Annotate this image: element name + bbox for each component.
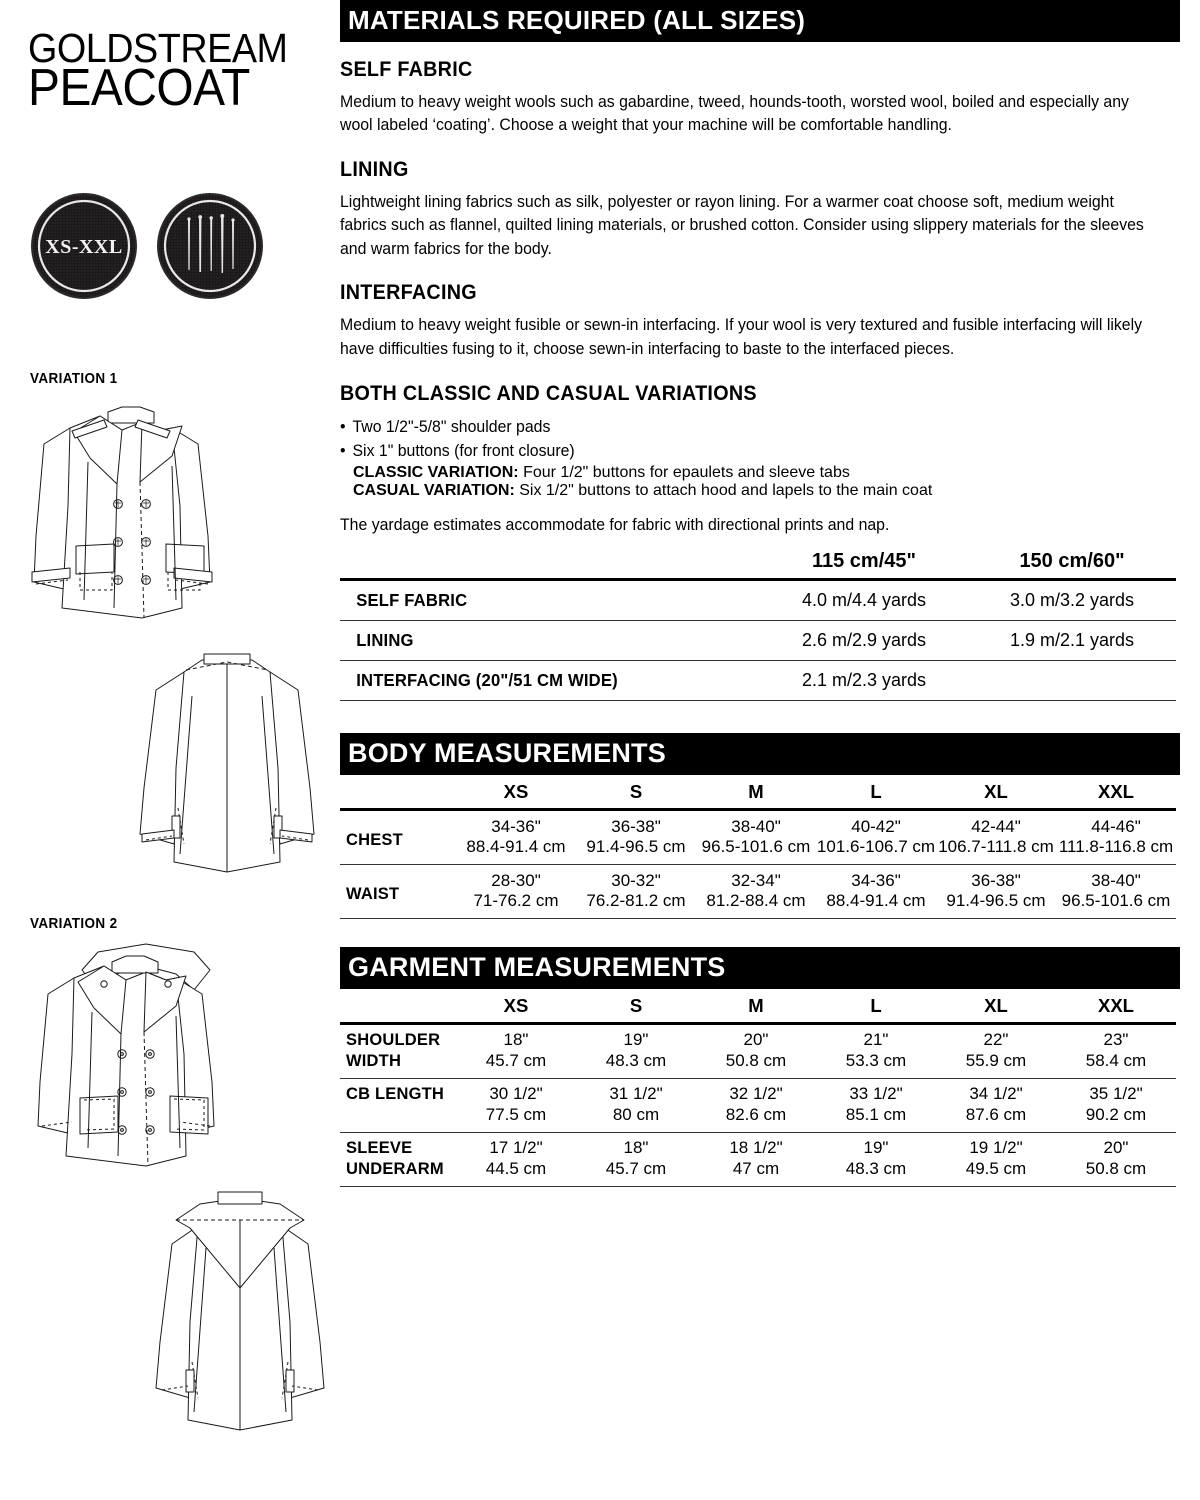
measurement-cell: 85.1 cm bbox=[845, 1105, 907, 1125]
measurement-cell: 47 cm bbox=[732, 1159, 780, 1179]
yardage-cell: 2.6 m/2.9 yards bbox=[801, 630, 927, 651]
classic-variation-text: Four 1/2" buttons for epaulets and sleeve tabs bbox=[518, 463, 850, 481]
yardage-cell: 1.9 m/2.1 yards bbox=[1009, 630, 1135, 651]
yardage-cell bbox=[968, 661, 1176, 701]
yardage-cell: 3.0 m/3.2 yards bbox=[1009, 590, 1135, 611]
variations-list bbox=[340, 416, 1146, 464]
measurement-cell: 28-30" bbox=[491, 871, 541, 891]
yardage-col-header: 115 cm/45" bbox=[811, 550, 916, 573]
measurement-cell: 82.6 cm bbox=[725, 1105, 787, 1125]
body-measurements-table bbox=[340, 775, 1176, 919]
size-header: XL bbox=[984, 995, 1008, 1017]
measurement-cell: 88.4-91.4 cm bbox=[826, 891, 926, 911]
table-row bbox=[340, 621, 1176, 661]
measurement-cell: 44-46" bbox=[1091, 817, 1141, 837]
page-title bbox=[28, 25, 328, 118]
yardage-cell: 4.0 m/4.4 yards bbox=[801, 590, 927, 611]
yardage-note: The yardage estimates accommodate for fabric with directional prints and nap. bbox=[340, 515, 890, 534]
measurement-cell: 33 1/2" bbox=[849, 1084, 903, 1104]
self-fabric-text: Medium to heavy weight wools such as gabardine, tweed, hounds-tooth, worsted wool, boiled and especially any wool labeled ‘coating’. Choose a weight that your machine will be comfortable handling. bbox=[340, 93, 1129, 135]
measurement-cell: 106.7-111.8 cm bbox=[938, 837, 1054, 857]
measurement-cell: 91.4-96.5 cm bbox=[586, 837, 686, 857]
measurement-cell: 50.8 cm bbox=[725, 1051, 787, 1071]
measurement-cell: 30-32" bbox=[611, 871, 661, 891]
measurement-cell: 32 1/2" bbox=[729, 1084, 783, 1104]
left-column bbox=[0, 0, 336, 1500]
variations-heading: BOTH CLASSIC AND CASUAL VARIATIONS bbox=[340, 381, 757, 405]
table-row bbox=[340, 865, 1176, 892]
size-header: XL bbox=[984, 781, 1008, 803]
size-range-badge bbox=[30, 192, 138, 300]
brand-name-line2: PEACOAT bbox=[28, 59, 250, 118]
measurement-cell: 42-44" bbox=[971, 817, 1021, 837]
measurement-cell: 34 1/2" bbox=[969, 1084, 1023, 1104]
table-row bbox=[340, 661, 1176, 701]
measurement-cell: 101.6-106.7 cm bbox=[816, 837, 936, 857]
garment-measurements-header: GARMENT MEASUREMENTS bbox=[340, 947, 1180, 989]
variation-1-front-illustration bbox=[22, 386, 262, 656]
classic-variation-line bbox=[340, 464, 1180, 482]
measurement-row-label: CB LENGTH bbox=[346, 1084, 445, 1103]
measurement-cell: 49.5 cm bbox=[965, 1159, 1027, 1179]
measurement-cell: 71-76.2 cm bbox=[473, 891, 559, 911]
measurement-cell: 55.9 cm bbox=[965, 1051, 1027, 1071]
size-header: XXL bbox=[1098, 781, 1134, 803]
table-row bbox=[340, 1159, 1176, 1187]
measurement-cell: 45.7 cm bbox=[605, 1159, 667, 1179]
measurement-cell: 34-36" bbox=[491, 817, 541, 837]
measurement-cell: 34-36" bbox=[851, 871, 901, 891]
measurement-cell: 30 1/2" bbox=[489, 1084, 543, 1104]
yardage-cell: 2.1 m/2.3 yards bbox=[801, 670, 927, 691]
lining-heading: LINING bbox=[340, 157, 409, 181]
yardage-row-label: INTERFACING (20"/51 CM WIDE) bbox=[356, 670, 618, 691]
size-header: XXL bbox=[1098, 995, 1134, 1017]
measurement-cell: 76.2-81.2 cm bbox=[586, 891, 686, 911]
table-row bbox=[340, 1079, 1176, 1106]
variation-2-back-illustration bbox=[140, 1188, 340, 1458]
variation-2-front-illustration bbox=[26, 930, 266, 1190]
measurement-cell: 111.8-116.8 cm bbox=[1058, 837, 1174, 857]
measurement-cell: 21" bbox=[863, 1030, 889, 1050]
garment-measurements-table bbox=[340, 989, 1176, 1187]
measurement-cell: 18 1/2" bbox=[729, 1138, 783, 1158]
measurement-row-label-2: UNDERARM bbox=[346, 1159, 444, 1178]
measurement-cell: 81.2-88.4 cm bbox=[706, 891, 806, 911]
size-header: M bbox=[748, 781, 764, 803]
measurement-cell: 17 1/2" bbox=[489, 1138, 543, 1158]
measurement-cell: 96.5-101.6 cm bbox=[1061, 891, 1171, 911]
measurement-cell: 31 1/2" bbox=[609, 1084, 663, 1104]
body-measurements-header: BODY MEASUREMENTS bbox=[340, 733, 1180, 775]
measurement-cell: 80 cm bbox=[612, 1105, 660, 1125]
size-header: M bbox=[748, 995, 764, 1017]
lining-text: Lightweight lining fabrics such as silk, polyester or rayon lining. For a warmer coat choose soft, medium weight fabrics such as flannel, quilted lining materials, or brushed cotton. Consider using slippery materials for the sleeves and warm fabrics for the body. bbox=[340, 192, 1144, 258]
casual-variation-line bbox=[340, 482, 1180, 500]
list-item: • Two 1/2"-5/8" shoulder pads bbox=[340, 416, 1146, 440]
variation-1-back-illustration bbox=[122, 648, 332, 898]
measurement-cell: 44.5 cm bbox=[485, 1159, 547, 1179]
measurement-cell: 40-42" bbox=[851, 817, 901, 837]
measurement-cell: 50.8 cm bbox=[1085, 1159, 1147, 1179]
table-row bbox=[340, 891, 1176, 919]
interfacing-text: Medium to heavy weight fusible or sewn-in interfacing. If your wool is very textured and fusible interfacing will likely have difficulties fusing to it, choose sewn-in interfacing to baste to the interfaced pieces. bbox=[340, 316, 1143, 358]
size-header: L bbox=[870, 995, 882, 1017]
yardage-row-label: LINING bbox=[356, 630, 414, 651]
measurement-cell: 48.3 cm bbox=[845, 1159, 907, 1179]
measurement-cell: 18" bbox=[623, 1138, 649, 1158]
measurement-cell: 18" bbox=[503, 1030, 529, 1050]
measurement-row-label: CHEST bbox=[346, 831, 403, 850]
casual-variation-text: Six 1/2" buttons to attach hood and lapels to the main coat bbox=[514, 481, 933, 499]
measurement-cell: 36-38" bbox=[611, 817, 661, 837]
measurement-cell: 19" bbox=[623, 1030, 649, 1050]
measurement-cell: 96.5-101.6 cm bbox=[701, 837, 811, 857]
size-header: XS bbox=[503, 781, 529, 803]
measurement-cell: 77.5 cm bbox=[485, 1105, 547, 1125]
measurement-row-label-2: WIDTH bbox=[346, 1051, 402, 1070]
measurement-cell: 32-34" bbox=[731, 871, 781, 891]
right-column bbox=[340, 0, 1180, 1187]
self-fabric-heading: SELF FABRIC bbox=[340, 58, 473, 81]
measurement-cell: 19 1/2" bbox=[969, 1138, 1023, 1158]
measurement-cell: 87.6 cm bbox=[965, 1105, 1027, 1125]
table-row bbox=[340, 810, 1176, 838]
needles-badge bbox=[156, 192, 264, 300]
table-row bbox=[340, 837, 1176, 865]
casual-variation-label: CASUAL VARIATION: bbox=[353, 481, 515, 499]
size-header: XS bbox=[503, 995, 529, 1017]
badge-group bbox=[30, 192, 264, 300]
measurement-cell: 22" bbox=[983, 1030, 1009, 1050]
measurement-row-label: WAIST bbox=[346, 885, 400, 904]
variation-1-label: VARIATION 1 bbox=[30, 370, 118, 387]
table-row bbox=[340, 580, 1176, 621]
measurement-cell: 90.2 cm bbox=[1085, 1105, 1147, 1125]
size-header: L bbox=[870, 781, 882, 803]
measurement-row-label-2 bbox=[340, 1105, 456, 1133]
yardage-table bbox=[340, 550, 1176, 701]
table-row bbox=[340, 1133, 1176, 1160]
measurement-cell: 35 1/2" bbox=[1089, 1084, 1143, 1104]
table-row bbox=[340, 1024, 1176, 1052]
variation-2-label: VARIATION 2 bbox=[30, 915, 118, 932]
measurement-cell: 53.3 cm bbox=[845, 1051, 907, 1071]
measurement-cell: 20" bbox=[743, 1030, 769, 1050]
measurement-cell: 19" bbox=[863, 1138, 889, 1158]
measurement-cell: 88.4-91.4 cm bbox=[466, 837, 566, 857]
table-row bbox=[340, 1105, 1176, 1133]
measurement-cell: 45.7 cm bbox=[485, 1051, 547, 1071]
interfacing-heading: INTERFACING bbox=[340, 281, 477, 305]
list-item: • Six 1" buttons (for front closure) bbox=[340, 440, 1146, 464]
measurement-row-label: SLEEVE bbox=[346, 1138, 413, 1157]
measurement-cell: 58.4 cm bbox=[1085, 1051, 1147, 1071]
yardage-row-label: SELF FABRIC bbox=[356, 590, 468, 611]
classic-variation-label: CLASSIC VARIATION: bbox=[353, 463, 519, 481]
measurement-cell: 36-38" bbox=[971, 871, 1021, 891]
brand-name-line1: GOLDSTREAM bbox=[28, 25, 288, 71]
table-row bbox=[340, 1051, 1176, 1079]
measurement-cell: 38-40" bbox=[731, 817, 781, 837]
measurement-row-label: SHOULDER bbox=[346, 1030, 441, 1049]
measurement-cell: 48.3 cm bbox=[605, 1051, 667, 1071]
yardage-col-header: 150 cm/60" bbox=[1019, 550, 1125, 573]
size-header: S bbox=[629, 995, 643, 1017]
measurement-cell: 23" bbox=[1103, 1030, 1129, 1050]
measurement-cell: 38-40" bbox=[1091, 871, 1141, 891]
size-badge-text: XS-XXL bbox=[45, 236, 123, 258]
size-header: S bbox=[629, 781, 643, 803]
measurement-cell: 91.4-96.5 cm bbox=[946, 891, 1046, 911]
materials-required-header: MATERIALS REQUIRED (ALL SIZES) bbox=[340, 0, 1180, 42]
measurement-cell: 20" bbox=[1103, 1138, 1129, 1158]
